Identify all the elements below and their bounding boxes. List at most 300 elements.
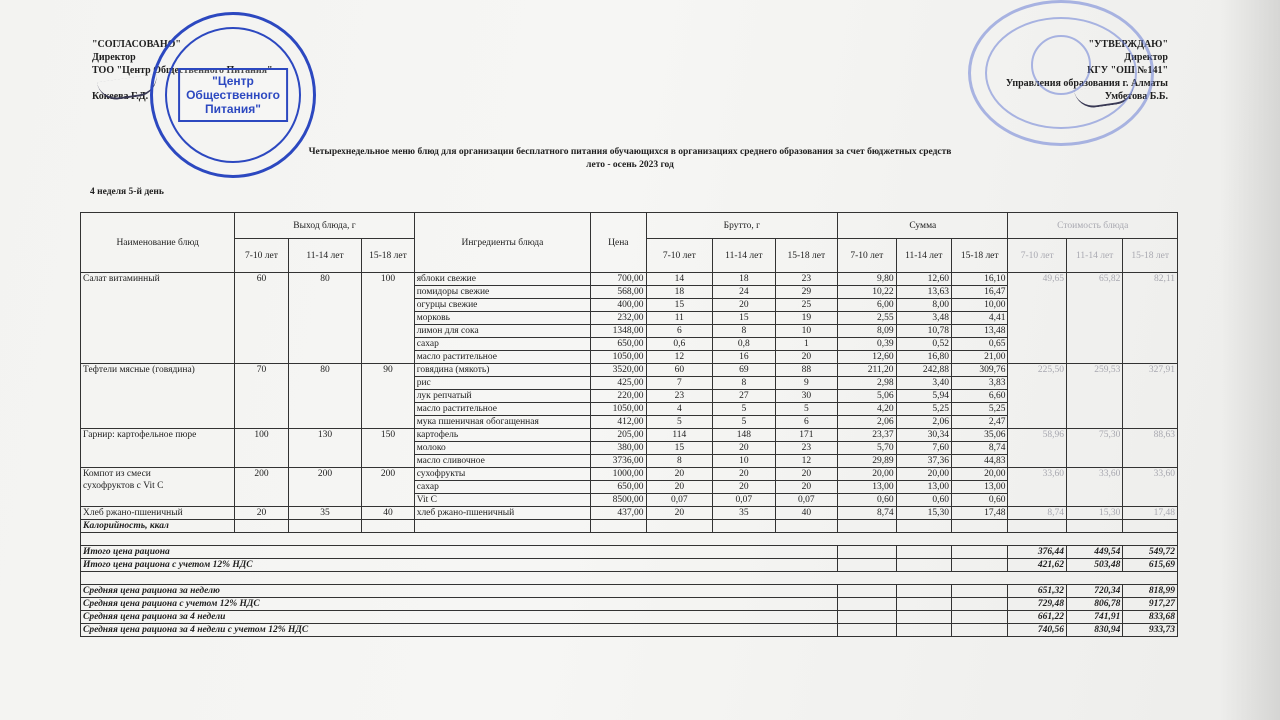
total-label: Средняя цена рациона за 4 недели с учетом 12% НДС [81, 624, 838, 637]
gross-cell: 9 [775, 377, 838, 390]
ingredient-price: 437,00 [591, 507, 646, 520]
ingredient-name: лук репчатый [414, 390, 590, 403]
total-value: 720,34 [1066, 585, 1122, 598]
gross-cell: 0,6 [646, 338, 713, 351]
spacer-cell [81, 572, 1178, 585]
age-col: 15-18 лет [952, 239, 1008, 273]
sum-cell: 12,60 [896, 273, 951, 286]
gross-cell: 4 [646, 403, 713, 416]
gross-cell: 88 [775, 364, 838, 377]
sum-cell: 20,00 [896, 468, 951, 481]
yield-cell: 80 [288, 273, 362, 364]
sum-cell: 13,00 [896, 481, 951, 494]
approval-right-position: Директор [1124, 52, 1168, 63]
gross-cell: 23 [646, 390, 713, 403]
gross-cell: 0,07 [646, 494, 713, 507]
sum-cell: 20,00 [952, 468, 1008, 481]
age-col: 15-18 лет [1123, 239, 1178, 273]
gross-cell: 5 [713, 416, 776, 429]
age-col: 7-10 лет [646, 239, 713, 273]
ingredient-price: 232,00 [591, 312, 646, 325]
ingredient-name: мука пшеничная обогащенная [414, 416, 590, 429]
empty-cell [896, 520, 951, 533]
empty-cell [838, 585, 896, 598]
sum-cell: 2,06 [838, 416, 896, 429]
sum-cell: 15,30 [896, 507, 951, 520]
gross-cell: 20 [646, 507, 713, 520]
dish-cost-cell: 17,48 [1123, 507, 1178, 520]
approval-right-title: "УТВЕРЖДАЮ" [1088, 39, 1168, 50]
dish-name-cell [81, 273, 235, 364]
sum-cell: 2,55 [838, 312, 896, 325]
table-row [81, 364, 1178, 377]
ingredient-price: 650,00 [591, 338, 646, 351]
gross-cell: 23 [775, 273, 838, 286]
sum-cell: 0,60 [838, 494, 896, 507]
total-value: 917,27 [1123, 598, 1178, 611]
dish-name: Гарнир: картофельное пюре [83, 430, 197, 440]
sum-cell: 29,89 [838, 455, 896, 468]
yield-cell: 40 [362, 507, 414, 520]
empty-cell [838, 559, 896, 572]
gross-cell: 35 [713, 507, 776, 520]
ingredient-name: лимон для сока [414, 325, 590, 338]
empty-cell [1123, 520, 1178, 533]
gross-cell: 69 [713, 364, 776, 377]
empty-cell [952, 520, 1008, 533]
dish-cost-cell: 225,50 [1008, 364, 1066, 429]
sum-cell: 10,22 [838, 286, 896, 299]
gross-cell: 18 [713, 273, 776, 286]
sum-cell: 9,80 [838, 273, 896, 286]
yield-cell: 70 [235, 364, 288, 429]
ingredient-price: 568,00 [591, 286, 646, 299]
gross-cell: 60 [646, 364, 713, 377]
gross-cell: 0,07 [775, 494, 838, 507]
sum-cell: 16,10 [952, 273, 1008, 286]
dish-name-cell [81, 364, 235, 429]
total-value: 933,73 [1123, 624, 1178, 637]
dish-cost-cell: 327,91 [1123, 364, 1178, 429]
sum-cell: 10,78 [896, 325, 951, 338]
gross-cell: 19 [775, 312, 838, 325]
empty-cell [1066, 520, 1122, 533]
empty-cell [896, 611, 951, 624]
ingredient-price: 650,00 [591, 481, 646, 494]
table-row [81, 273, 1178, 286]
sum-cell: 0,60 [952, 494, 1008, 507]
empty-cell [952, 546, 1008, 559]
empty-cell [591, 520, 646, 533]
sum-cell: 6,00 [838, 299, 896, 312]
total-value: 549,72 [1123, 546, 1178, 559]
gross-cell: 8 [713, 325, 776, 338]
gross-cell: 10 [713, 455, 776, 468]
yield-cell: 200 [362, 468, 414, 507]
total-label: Средняя цена рациона за 4 недели [81, 611, 838, 624]
sum-cell: 5,94 [896, 390, 951, 403]
sum-cell: 44,83 [952, 455, 1008, 468]
age-col: 11-14 лет [1066, 239, 1122, 273]
total-row [81, 585, 1178, 598]
total-value: 830,94 [1066, 624, 1122, 637]
ingredient-price: 1050,00 [591, 403, 646, 416]
total-label: Средняя цена рациона с учетом 12% НДС [81, 598, 838, 611]
age-col: 7-10 лет [235, 239, 288, 273]
gross-cell: 6 [775, 416, 838, 429]
empty-cell [838, 520, 896, 533]
empty-cell [952, 598, 1008, 611]
ingredient-name: сахар [414, 338, 590, 351]
sum-cell: 8,00 [896, 299, 951, 312]
ingredient-price: 3736,00 [591, 455, 646, 468]
approval-left-org: ТОО "Центр Общественного Питания" [92, 65, 273, 76]
total-row [81, 559, 1178, 572]
menu-table [80, 212, 1178, 637]
total-row [81, 598, 1178, 611]
gross-cell: 29 [775, 286, 838, 299]
ingredient-name: Vit C [414, 494, 590, 507]
ingredient-name: рис [414, 377, 590, 390]
gross-cell: 148 [713, 429, 776, 442]
total-value: 741,91 [1066, 611, 1122, 624]
sum-cell: 8,74 [838, 507, 896, 520]
sum-cell: 13,00 [952, 481, 1008, 494]
approval-left-name: Кокеева Г.Д. [92, 91, 149, 102]
gross-cell: 11 [646, 312, 713, 325]
empty-cell [896, 598, 951, 611]
sum-cell: 6,60 [952, 390, 1008, 403]
approval-right-org: КГУ "ОШ №141" [1087, 65, 1168, 76]
dish-cost-cell: 33,60 [1008, 468, 1066, 507]
page-edge-shadow [1220, 0, 1280, 720]
dish-cost-cell: 65,82 [1066, 273, 1122, 364]
approval-right-dept: Управления образования г. Алматы [1005, 78, 1168, 89]
empty-cell [952, 611, 1008, 624]
emblem-icon [1031, 35, 1091, 95]
total-label: Средняя цена рациона за неделю [81, 585, 838, 598]
ingredient-price: 3520,00 [591, 364, 646, 377]
sum-cell: 3,83 [952, 377, 1008, 390]
sum-cell: 20,00 [838, 468, 896, 481]
ingredient-price: 220,00 [591, 390, 646, 403]
ingredient-price: 1000,00 [591, 468, 646, 481]
gross-cell: 20 [775, 351, 838, 364]
col-sum: Сумма [838, 213, 1008, 239]
sum-cell: 0,39 [838, 338, 896, 351]
sum-cell: 13,63 [896, 286, 951, 299]
sum-cell: 8,09 [838, 325, 896, 338]
empty-cell [838, 624, 896, 637]
age-col: 15-18 лет [775, 239, 838, 273]
gross-cell: 20 [775, 481, 838, 494]
dish-cost-cell: 58,96 [1008, 429, 1066, 468]
empty-cell [1008, 520, 1066, 533]
col-gross: Брутто, г [646, 213, 838, 239]
sum-cell: 2,98 [838, 377, 896, 390]
gross-cell: 20 [713, 299, 776, 312]
yield-cell: 150 [362, 429, 414, 468]
total-value: 615,69 [1123, 559, 1178, 572]
calorie-row [81, 520, 1178, 533]
sum-cell: 5,06 [838, 390, 896, 403]
empty-cell [838, 546, 896, 559]
week-day-label: 4 неделя 5-й день [90, 187, 164, 197]
ingredient-price: 400,00 [591, 299, 646, 312]
age-col: 11-14 лет [713, 239, 776, 273]
empty-cell [838, 611, 896, 624]
dish-name: Салат витаминный [83, 274, 160, 284]
ingredient-name: яблоки свежие [414, 273, 590, 286]
empty-cell [896, 559, 951, 572]
ingredient-name: огурцы свежие [414, 299, 590, 312]
ingredient-price: 1050,00 [591, 351, 646, 364]
gross-cell: 15 [713, 312, 776, 325]
sum-cell: 3,48 [896, 312, 951, 325]
sum-cell: 211,20 [838, 364, 896, 377]
sum-cell: 16,80 [896, 351, 951, 364]
table-row [81, 468, 1178, 481]
sum-cell: 13,48 [952, 325, 1008, 338]
ingredient-name: говядина (мякоть) [414, 364, 590, 377]
sum-cell: 0,52 [896, 338, 951, 351]
total-label: Итого цена рациона [81, 546, 838, 559]
sum-cell: 23,37 [838, 429, 896, 442]
gross-cell: 25 [775, 299, 838, 312]
ingredient-price: 700,00 [591, 273, 646, 286]
ingredient-name: картофель [414, 429, 590, 442]
gross-cell: 10 [775, 325, 838, 338]
gross-cell: 27 [713, 390, 776, 403]
col-ingredients: Ингредиенты блюда [414, 213, 590, 273]
empty-cell [896, 585, 951, 598]
gross-cell: 6 [646, 325, 713, 338]
gross-cell: 20 [713, 468, 776, 481]
sum-cell: 37,36 [896, 455, 951, 468]
document-subtitle: лето - осень 2023 год [586, 160, 674, 170]
total-value: 740,56 [1008, 624, 1066, 637]
dish-cost-cell: 49,65 [1008, 273, 1066, 364]
stamp-left-text: "Центр Общественного Питания" [178, 68, 288, 122]
gross-cell: 14 [646, 273, 713, 286]
calorie-label: Калорийность, ккал [81, 520, 235, 533]
menu-table-body [81, 273, 1178, 637]
total-value: 503,48 [1066, 559, 1122, 572]
gross-cell: 15 [646, 299, 713, 312]
gross-cell: 40 [775, 507, 838, 520]
sum-cell: 10,00 [952, 299, 1008, 312]
empty-cell [414, 520, 590, 533]
ingredient-price: 1348,00 [591, 325, 646, 338]
dish-cost-cell: 33,60 [1066, 468, 1122, 507]
total-value: 729,48 [1008, 598, 1066, 611]
table-row [81, 429, 1178, 442]
yield-cell: 35 [288, 507, 362, 520]
ingredient-price: 205,00 [591, 429, 646, 442]
gross-cell: 24 [713, 286, 776, 299]
yield-cell: 90 [362, 364, 414, 429]
gross-cell: 23 [775, 442, 838, 455]
ingredient-price: 425,00 [591, 377, 646, 390]
empty-cell [646, 520, 713, 533]
sum-cell: 17,48 [952, 507, 1008, 520]
sum-cell: 30,34 [896, 429, 951, 442]
gross-cell: 20 [646, 481, 713, 494]
ingredient-name: масло растительное [414, 403, 590, 416]
yield-cell: 200 [288, 468, 362, 507]
gross-cell: 16 [713, 351, 776, 364]
approval-left-title: "СОГЛАСОВАНО" [92, 39, 181, 50]
sum-cell: 3,40 [896, 377, 951, 390]
empty-cell [838, 598, 896, 611]
total-value: 651,32 [1008, 585, 1066, 598]
sum-cell: 8,74 [952, 442, 1008, 455]
dish-name: Хлеб ржано-пшеничный [83, 508, 183, 518]
ingredient-name: хлеб ржано-пшеничный [414, 507, 590, 520]
gross-cell: 8 [646, 455, 713, 468]
total-value: 421,62 [1008, 559, 1066, 572]
sum-cell: 5,25 [896, 403, 951, 416]
gross-cell: 20 [713, 442, 776, 455]
dish-cost-cell: 15,30 [1066, 507, 1122, 520]
empty-cell [288, 520, 362, 533]
sum-cell: 4,41 [952, 312, 1008, 325]
sum-cell: 35,06 [952, 429, 1008, 442]
age-col: 7-10 лет [1008, 239, 1066, 273]
sum-cell: 0,60 [896, 494, 951, 507]
empty-cell [896, 546, 951, 559]
total-value: 806,78 [1066, 598, 1122, 611]
dish-cost-cell: 82,11 [1123, 273, 1178, 364]
gross-cell: 20 [713, 481, 776, 494]
age-col: 7-10 лет [838, 239, 896, 273]
gross-cell: 5 [646, 416, 713, 429]
total-row [81, 546, 1178, 559]
yield-cell: 20 [235, 507, 288, 520]
ingredient-name: масло растительное [414, 351, 590, 364]
total-value: 376,44 [1008, 546, 1066, 559]
total-value: 661,22 [1008, 611, 1066, 624]
yield-cell: 80 [288, 364, 362, 429]
yield-cell: 60 [235, 273, 288, 364]
dish-name-cell [81, 429, 235, 468]
gross-cell: 15 [646, 442, 713, 455]
dish-cost-cell: 33,60 [1123, 468, 1178, 507]
spacer-cell [81, 533, 1178, 546]
sum-cell: 16,47 [952, 286, 1008, 299]
dish-name-cell [81, 468, 235, 507]
total-row [81, 624, 1178, 637]
total-value: 818,99 [1123, 585, 1178, 598]
sum-cell: 2,06 [896, 416, 951, 429]
ingredient-name: масло сливочное [414, 455, 590, 468]
gross-cell: 7 [646, 377, 713, 390]
empty-cell [235, 520, 288, 533]
yield-cell: 200 [235, 468, 288, 507]
ingredient-price: 412,00 [591, 416, 646, 429]
gross-cell: 20 [646, 468, 713, 481]
empty-cell [952, 624, 1008, 637]
dish-cost-cell: 88,63 [1123, 429, 1178, 468]
ingredient-price: 380,00 [591, 442, 646, 455]
gross-cell: 5 [775, 403, 838, 416]
dish-name-cell [81, 507, 235, 520]
sum-cell: 5,25 [952, 403, 1008, 416]
dish-cost-cell: 75,30 [1066, 429, 1122, 468]
table-row [81, 507, 1178, 520]
col-price: Цена [591, 213, 646, 273]
empty-cell [362, 520, 414, 533]
dish-cost-cell: 8,74 [1008, 507, 1066, 520]
ingredient-name: сахар [414, 481, 590, 494]
gross-cell: 5 [713, 403, 776, 416]
dish-name: Тефтели мясные (говядина) [83, 365, 195, 375]
total-label: Итого цена рациона с учетом 12% НДС [81, 559, 838, 572]
age-col: 15-18 лет [362, 239, 414, 273]
empty-cell [952, 585, 1008, 598]
sum-cell: 242,88 [896, 364, 951, 377]
spacer-row [81, 572, 1178, 585]
dish-name: сухофруктов с Vit C [83, 481, 164, 491]
gross-cell: 12 [646, 351, 713, 364]
empty-cell [952, 559, 1008, 572]
sum-cell: 309,76 [952, 364, 1008, 377]
gross-cell: 171 [775, 429, 838, 442]
col-yield: Выход блюда, г [235, 213, 414, 239]
total-row [81, 611, 1178, 624]
gross-cell: 114 [646, 429, 713, 442]
dish-name: Компот из смеси [83, 469, 151, 479]
sum-cell: 13,00 [838, 481, 896, 494]
spacer-row [81, 533, 1178, 546]
gross-cell: 8 [713, 377, 776, 390]
total-value: 449,54 [1066, 546, 1122, 559]
ingredient-name: сухофрукты [414, 468, 590, 481]
ingredient-name: помидоры свежие [414, 286, 590, 299]
age-col: 11-14 лет [896, 239, 951, 273]
empty-cell [896, 624, 951, 637]
sum-cell: 0,65 [952, 338, 1008, 351]
ingredient-name: молоко [414, 442, 590, 455]
gross-cell: 18 [646, 286, 713, 299]
approval-left-position: Директор [92, 52, 136, 63]
approval-right-name: Умбетова Б.Б. [1104, 91, 1168, 102]
gross-cell: 1 [775, 338, 838, 351]
yield-cell: 100 [362, 273, 414, 364]
yield-cell: 130 [288, 429, 362, 468]
sum-cell: 12,60 [838, 351, 896, 364]
col-dish-name: Наименование блюд [81, 213, 235, 273]
empty-cell [713, 520, 776, 533]
document-title: Четырехнедельное меню блюд для организации бесплатного питания обучающихся в организациях среднего образования за счет бюджетных средств [308, 147, 952, 157]
total-value: 833,68 [1123, 611, 1178, 624]
age-col: 11-14 лет [288, 239, 362, 273]
col-dish-cost: Стоимость блюда [1008, 213, 1178, 239]
dish-cost-cell: 259,53 [1066, 364, 1122, 429]
empty-cell [775, 520, 838, 533]
gross-cell: 12 [775, 455, 838, 468]
gross-cell: 30 [775, 390, 838, 403]
sum-cell: 7,60 [896, 442, 951, 455]
sum-cell: 4,20 [838, 403, 896, 416]
sum-cell: 21,00 [952, 351, 1008, 364]
gross-cell: 0,8 [713, 338, 776, 351]
ingredient-price: 8500,00 [591, 494, 646, 507]
sum-cell: 2,47 [952, 416, 1008, 429]
gross-cell: 20 [775, 468, 838, 481]
sum-cell: 5,70 [838, 442, 896, 455]
yield-cell: 100 [235, 429, 288, 468]
